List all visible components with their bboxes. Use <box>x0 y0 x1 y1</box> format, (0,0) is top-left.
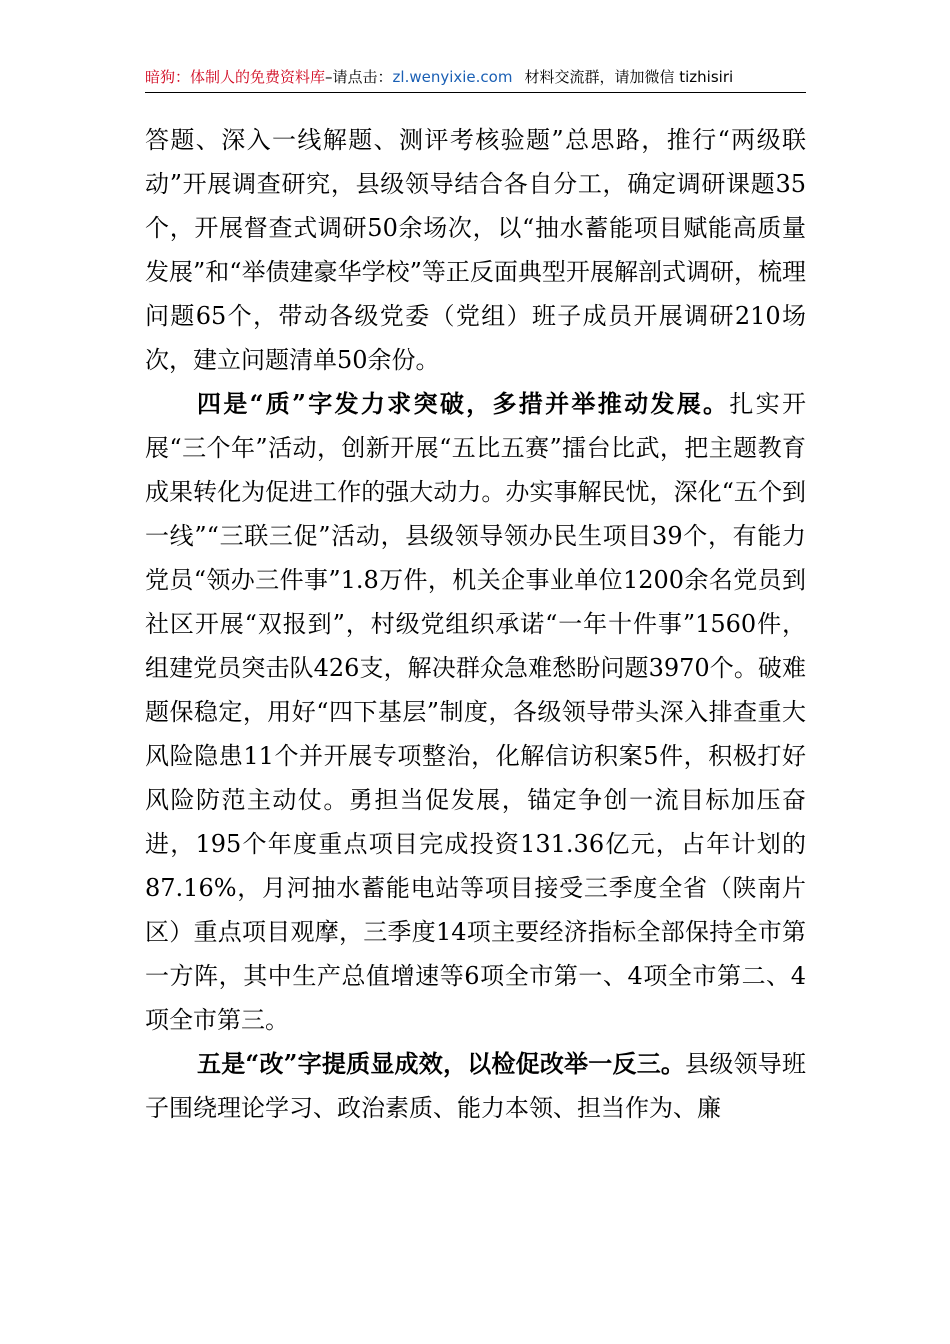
paragraph-text: 答题、深入一线解题、测评考核验题”总思路，推行“两级联动”开展调查研究，县级领导结合各自分工，确定调研课题35个，开展督查式调研50余场次，以“抽水蓄能项目赋能高质量发展”和“举债建豪华学校”等正反面典型开展解剖式调研，梳理问题65个，带动各级党委（党组）班子成员开展调研210场次，建立问题清单50余份。 <box>145 126 806 374</box>
paragraph-text: 扎实开展“三个年”活动，创新开展“五比五赛”擂台比武，把主题教育成果转化为促进工作的强大动力。办实事解民忧，深化“五个到一线”“三联三促”活动，县级领导领办民生项目39个，有能力党员“领办三件事”1.8万件，机关企事业单位1200余名党员到社区开展“双报到”，村级党组织承诺“一年十件事”1560件，组建党员突击队426支，解决群众急难愁盼问题3970个。破难题保稳定，用好“四下基层”制度，各级领导带头深入排查重大风险隐患11个并开展专项整治，化解信访积案5件，积极打好风险防范主动仗。勇担当促发展，锚定争创一流目标加压奋进，195个年度重点项目完成投资131.36亿元，占年计划的87.16%，月河抽水蓄能电站等项目接受三季度全省（陕南片区）重点项目观摩，三季度14项主要经济指标全部保持全市第一方阵，其中生产总值增速等6项全市第一、4项全市第二、4项全市第三。 <box>145 390 807 1034</box>
header-site-name: 暗狗：体制人的免费资料库 <box>145 68 326 86</box>
section-lead-heading: 四是“质”字发力求突破，多措并举推动发展。 <box>197 389 730 418</box>
paragraph-section-four <box>145 382 806 1042</box>
section-lead-heading: 五是“改”字提质显成效，以检促改举一反三。 <box>197 1049 686 1078</box>
header-prompt: –请点击： <box>325 68 393 86</box>
paragraph-text: 县级领导班子围绕理论学习、政治素质、能力本领、担当作为、廉 <box>145 1050 807 1122</box>
paragraph-continuation <box>145 118 806 382</box>
header-url-link[interactable]: zl.wenyixie.com <box>392 68 513 86</box>
document-header <box>145 62 806 93</box>
document-body <box>145 118 806 1130</box>
header-wechat-note: 材料交流群，请加微信 tizhisiri <box>524 68 734 86</box>
paragraph-section-five <box>145 1042 806 1130</box>
